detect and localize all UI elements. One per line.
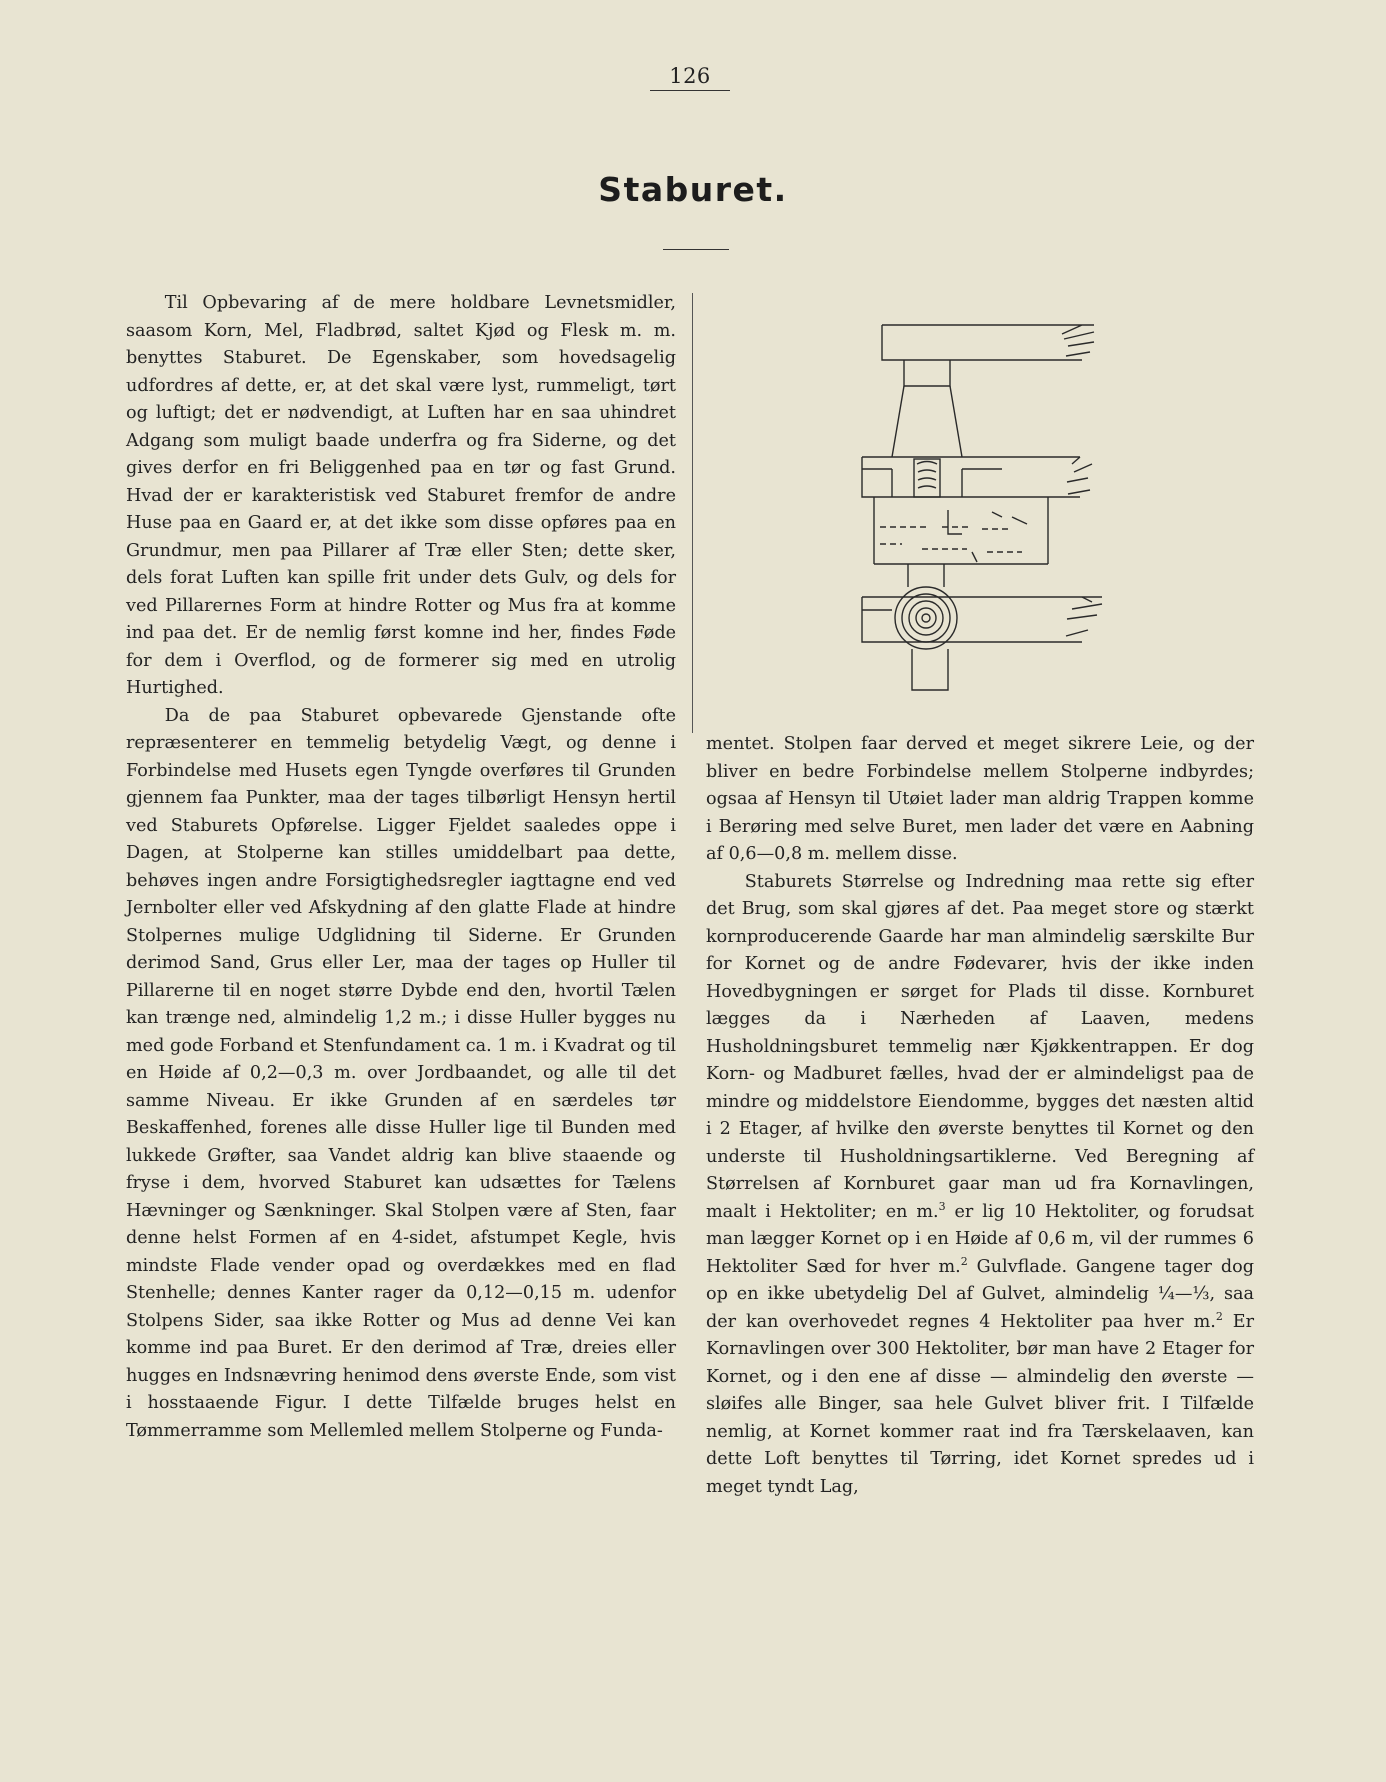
text-run: Gulvflade. Gangene tager dog op en ikke ubetydelig Del af Gulvet, almindelig ¼—⅓, saa der kan overhovedet regnes 4 Hektoliter paa hver m. — [706, 1256, 1254, 1332]
page-number: 126 — [650, 64, 730, 91]
paragraph: mentet. Stolpen faar derved et meget sikrere Leie, og der bliver en bedre Forbindelse mellem Stolperne indbyrdes; ogsaa af Hensyn til Utøiet lader man aldrig Trappen komme i Berøring med selve Buret, men lader det være en Aabning af 0,6—0,8 m. mellem disse. — [706, 734, 1254, 864]
page-title: Staburet. — [598, 170, 788, 209]
title-rule — [663, 249, 729, 250]
post-construction-figure — [852, 312, 1152, 698]
paragraph — [706, 869, 1254, 1502]
figure-drawing — [852, 312, 1152, 698]
paragraph: Til Opbevaring af de mere holdbare Levnetsmidler, saasom Korn, Mel, Fladbrød, saltet Kjød og Flesk m. m. benyttes Staburet. De Egenskaber, som hovedsagelig udfordres af dette, er, at det skal være lyst, rummeligt, tørt og luftigt; det er nødvendigt, at Luften har en saa uhindret Adgang som muligt baade underfra og fra Siderne, og det gives derfor en fri Beliggenhed paa en tør og fast Grund. Hvad der er karakteristisk ved Staburet fremfor de andre Huse paa en Gaard er, at det ikke som disse opføres paa en Grundmur, men paa Pillarer af Træ eller Sten; dette sker, dels forat Luften kan spille frit under dets Gulv, og dels for ved Pillarernes Form at hindre Rotter og Mus fra at komme ind paa det. Er de nemlig først komne ind her, findes Føde for dem i Overflod, og de formerer sig med en utrolig Hurtighed. — [126, 293, 676, 698]
paragraph: Da de paa Staburet opbevarede Gjenstande ofte repræsenterer en temmelig betydelig Vægt, og denne i Forbindelse med Husets egen Tyngde overføres til Grunden gjennem faa Punkter, maa der tages tilbørligt Hensyn hertil ved Staburets Opførelse. Ligger Fjeldet saaledes oppe i Dagen, at Stolperne kan stilles umiddelbart paa dette, behøves ingen andre Forsigtighedsregler iagttagne end ved Jernbolter eller ved Afskydning af den glatte Flade at hindre Stolpernes mulige Udglidning til Siderne. Er Grunden derimod Sand, Grus eller Ler, maa der tages op Huller til Pillarerne til en noget større Dybde end den, hvortil Tælen kan trænge ned, almindelig 1,2 m.; i disse Huller bygges nu med gode Forband et Stenfundament ca. 1 m. i Kvadrat og til en Høide af 0,2—0,3 m. over Jordbaandet, og alle til det samme Niveau. Er ikke Grunden af en særdeles tør Beskaffenhed, forenes alle disse Huller lige til Bunden med lukkede Grøfter, saa Vandet aldrig kan blive staaende og fryse i dem, hvorved Staburet kan udsættes for Tælens Hævninger og Sænkninger. Skal Stolpen være af Sten, faar denne helst Formen af en 4-sidet, afstumpet Kegle, hvis mindste Flade vender opad og overdækkes med en flad Stenhelle; dennes Kanter rager da 0,12—0,15 m. udenfor Stolpens Sider, saa ikke Rotter og Mus ad denne Vei kan komme ind paa Buret. Er den derimod af Træ, dreies eller hugges en Indsnævring henimod dens øverste Ende, som vist i hosstaaende Figur. I dette Tilfælde bruges helst en Tømmerramme som Mellemled mellem Stolperne og Funda- — [126, 705, 676, 1441]
left-column — [126, 290, 676, 1445]
text-run: Staburets Størrelse og Indredning maa rette sig efter det Brug, som skal gjøres af det. Paa meget store og stærkt kornproducerende Gaarde har man almindelig særskilte Bur for Kornet og de andre Fødevarer, hvis der ikke inden Hovedbygningen er sørget for Plads til disse. Kornburet lægges da i Nærheden af Laaven, medens Husholdningsburet temmelig nær Kjøkkentrappen. Er dog Korn- og Madburet fælles, hvad der er almindeligst paa de mindre og middelstore Eiendomme, bygges det næsten altid i 2 Etager, af hvilke den øverste benyttes til Kornet og den underste til Husholdningsartiklerne. Ved Beregning af Størrelsen af Kornburet gaar man ud fra Kornavlingen, maalt i Hektoliter; en m. — [706, 871, 1254, 1222]
column-divider — [692, 293, 693, 733]
superscript: 3 — [938, 1199, 946, 1213]
text-run: Er Kornavlingen over 300 Hektoliter, bør man have 2 Etager for Kornet, og i den ene af disse — almindelig den øverste — sløifes alle Binger, saa hele Gulvet bliver frit. I Tilfælde nemlig, at Kornet kommer raat ind fra Tærskelaaven, kan dette Loft benyttes til Tørring, idet Kornet spredes ud i meget tyndt Lag, — [706, 1311, 1254, 1497]
superscript: 2 — [960, 1254, 968, 1268]
right-column — [706, 731, 1254, 1501]
text-run: er lig 10 Hektoliter, og forudsat man lægger Kornet op i en Høide af 0,6 m, vil der rummes 6 Hektoliter Sæd for hver m. — [706, 1201, 1255, 1277]
superscript: 2 — [1215, 1309, 1223, 1323]
